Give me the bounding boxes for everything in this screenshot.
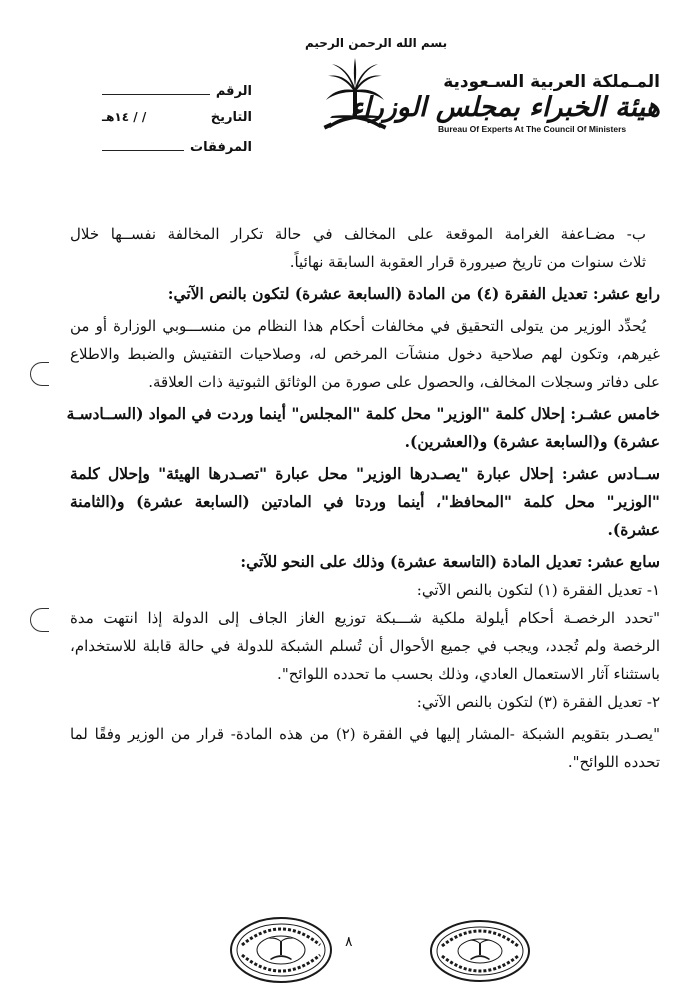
body-line: "تحدد الرخصـة أحكام أيلولة ملكية شـــبكة توزيع الغاز الجاف إلى الدولة إذا انتهت مدة bbox=[70, 609, 660, 627]
section-heading: ســادس عشر: إحلال عبارة "يصـدرها الوزير" محل عبارة "تصـدرها الهيئة" وإحلال كلمة bbox=[70, 464, 660, 483]
official-seal-right-icon bbox=[428, 918, 532, 984]
bureau-name-english: Bureau Of Experts At The Council Of Ministers bbox=[438, 124, 627, 135]
page-number: ٨ bbox=[345, 934, 353, 950]
basmala: بسم الله الرحمن الرحيم bbox=[305, 36, 448, 50]
margin-bracket-mark-icon bbox=[30, 362, 49, 386]
list-item-heading: ٢- تعديل الفقرة (٣) لتكون بالنص الآتي: bbox=[416, 693, 660, 711]
date-label: التاريخ bbox=[210, 110, 252, 125]
section-heading: عشرة). bbox=[607, 520, 660, 539]
section-heading: "الوزير" محل كلمة "المحافظ"، أينما وردتا في المادتين (السابعة عشرة) و(الثامنة bbox=[70, 492, 660, 511]
date-row bbox=[102, 110, 252, 138]
section-heading: رابع عشر: تعديل الفقرة (٤) من المادة (السابعة عشرة) لتكون بالنص الآتي: bbox=[167, 284, 660, 303]
date-value: / / ١٤هـ bbox=[102, 110, 147, 124]
reference-block bbox=[102, 82, 252, 166]
section-heading: خامس عشـر: إحلال كلمة "الوزير" محل كلمة "المجلس" أينما وردت في المواد (الســادسـة bbox=[66, 404, 660, 423]
body-line: "يصـدر بتقويم الشبكة -المشار إليها في الفقرة (٢) من هذه المادة- قرار من الوزير وفقًا لما bbox=[70, 725, 660, 743]
attachments-label: المرفقات bbox=[190, 140, 252, 155]
body-line: ثلاث سنوات من تاريخ صيرورة قرار العقوبة السابقة نهائياً. bbox=[289, 253, 646, 271]
official-seal-left-icon bbox=[228, 915, 334, 985]
kingdom-name: المـملكة العربية السـعودية bbox=[443, 72, 660, 92]
bureau-name-arabic: هيئة الخبراء بمجلس الوزراء bbox=[350, 92, 660, 123]
body-line: على دفاتر وسجلات المخالف، والحصول على صورة من الوثائق الثبوتية ذات العلاقة. bbox=[148, 373, 660, 391]
body-line: الرخصة ولم تُجدد، ويجب في جميع الأحوال أن تُسلم الشبكة للدولة في حالة قابلة للاستخدام، bbox=[70, 637, 660, 655]
section-heading: عشرة) و(السابعة عشرة) و(العشرين). bbox=[404, 432, 660, 451]
section-heading: سابع عشر: تعديل المادة (التاسعة عشرة) وذلك على النحو للآتي: bbox=[240, 552, 660, 571]
body-line: غيرهم، وتكون لهم صلاحية دخول منشآت المرخص له، وصلاحيات التفتيش والضبط والاطلاع bbox=[70, 345, 660, 363]
attachments-row bbox=[102, 138, 252, 166]
document-body bbox=[66, 222, 660, 774]
reference-number-line bbox=[102, 82, 210, 95]
body-line: باستثناء آثار الاستعمال العادي، وذلك بحسب ما تحدده اللوائح". bbox=[277, 665, 660, 683]
reference-number-label: الرقم bbox=[215, 84, 252, 99]
institution-block bbox=[350, 72, 660, 135]
margin-bracket-mark-icon bbox=[30, 608, 49, 632]
body-line: يُحدِّد الوزير من يتولى التحقيق في مخالفات أحكام هذا النظام من منســـوبي الوزارة أو من bbox=[70, 317, 646, 335]
body-line: ب- مضـاعفة الغرامة الموقعة على المخالف في حالة تكرار المخالفة نفســها خلال bbox=[70, 225, 646, 243]
reference-number-row bbox=[102, 82, 252, 110]
attachments-line bbox=[102, 138, 184, 151]
list-item-heading: ١- تعديل الفقرة (١) لتكون بالنص الآتي: bbox=[416, 581, 660, 599]
body-line: تحدده اللوائح". bbox=[567, 753, 660, 771]
